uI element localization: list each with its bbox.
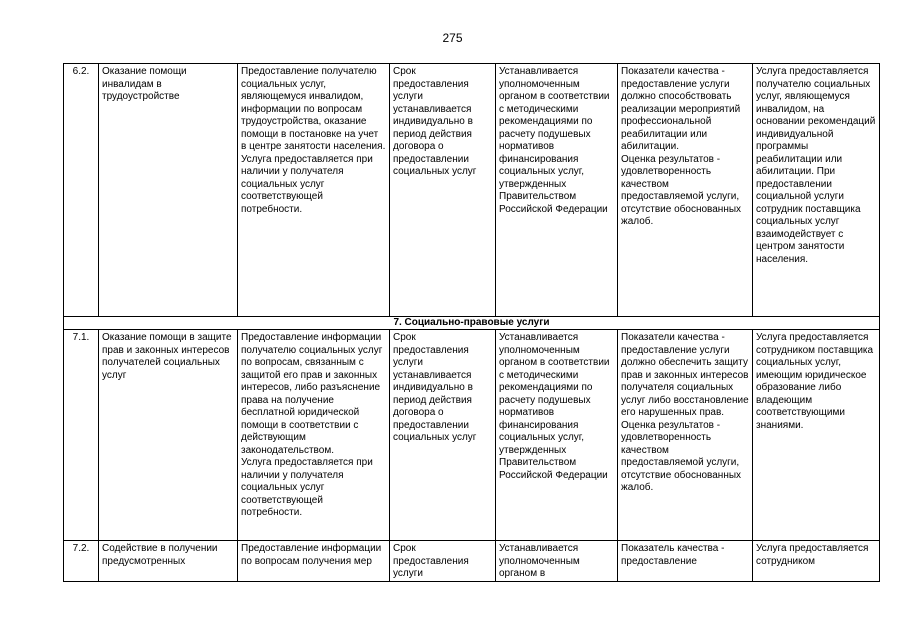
service-rate: Устанавливается уполномоченным органом в соответствии с методическими рекомендациями по расчету подушевых нормативов финансирования социальных услуг, утвержденных Правительством Российской Федерации [496, 330, 618, 541]
service-name: Оказание помощи инвалидам в трудоустройстве [99, 64, 238, 317]
table-row [64, 64, 880, 317]
section-header: 7. Социально-правовые услуги [64, 317, 880, 330]
service-term: Срок предоставления услуги устанавливается индивидуально в период действия договора о предоставлении социальных услуг [390, 330, 496, 541]
row-number: 7.1. [64, 330, 99, 541]
service-conditions: Услуга предоставляется сотрудником [753, 541, 880, 582]
service-conditions: Услуга предоставляется получателю социальных услуг, являющемуся инвалидом, на основании рекомендаций индивидуальной программы реабилитации или абилитации. При предоставлении социальной услуги сотрудник поставщика социальных услуг взаимодействует с центром занятости населения. [753, 64, 880, 317]
page-number: 275 [442, 31, 463, 45]
service-quality: Показатель качества - предоставление [618, 541, 753, 582]
section-header-row [64, 317, 880, 330]
service-rate: Устанавливается уполномоченным органом в [496, 541, 618, 582]
service-name: Содействие в получении предусмотренных [99, 541, 238, 582]
service-description: Предоставление информации получателю социальных услуг по вопросам, связанным с защитой его прав и законных интересов, либо разъяснение права на получение бесплатной юридической помощи в соответствии с действующим законодательством. Услуга предоставляется при наличии у получателя социальных услуг соответствующей потребности. [238, 330, 390, 541]
row-number: 6.2. [64, 64, 99, 317]
service-quality: Показатели качества - предоставление услуги должно обеспечить защиту прав и законных интересов получателя социальных услуг либо восстановление его нарушенных прав. Оценка результатов - удовлетворенность качеством предоставляемой услуги, отсутствие обоснованных жалоб. [618, 330, 753, 541]
row-number: 7.2. [64, 541, 99, 582]
service-rate: Устанавливается уполномоченным органом в соответствии с методическими рекомендациями по расчету подушевых нормативов финансирования социальных услуг, утвержденных Правительством Российской Федерации [496, 64, 618, 317]
service-name: Оказание помощи в защите прав и законных интересов получателей социальных услуг [99, 330, 238, 541]
service-quality: Показатели качества - предоставление услуги должно способствовать реализации мероприятий профессиональной реабилитации или абилитации. Оценка результатов - удовлетворенность качеством предоставляемой услуги, отсутствие обоснованных жалоб. [618, 64, 753, 317]
services-table [63, 63, 880, 582]
service-description: Предоставление информации по вопросам получения мер [238, 541, 390, 582]
service-term: Срок предоставления услуги устанавливается индивидуально в период действия договора о предоставлении социальных услуг [390, 64, 496, 317]
service-conditions: Услуга предоставляется сотрудником поставщика социальных услуг, имеющим юридическое образование либо владеющим соответствующими знаниями. [753, 330, 880, 541]
table-row [64, 330, 880, 541]
service-term: Срок предоставления услуги [390, 541, 496, 582]
table-row [64, 541, 880, 582]
service-description: Предоставление получателю социальных услуг, являющемуся инвалидом, информации по вопросам трудоустройства, оказание помощи в постановке на учет в центре занятости населения. Услуга предоставляется при наличии у получателя социальных услуг соответствующей потребности. [238, 64, 390, 317]
